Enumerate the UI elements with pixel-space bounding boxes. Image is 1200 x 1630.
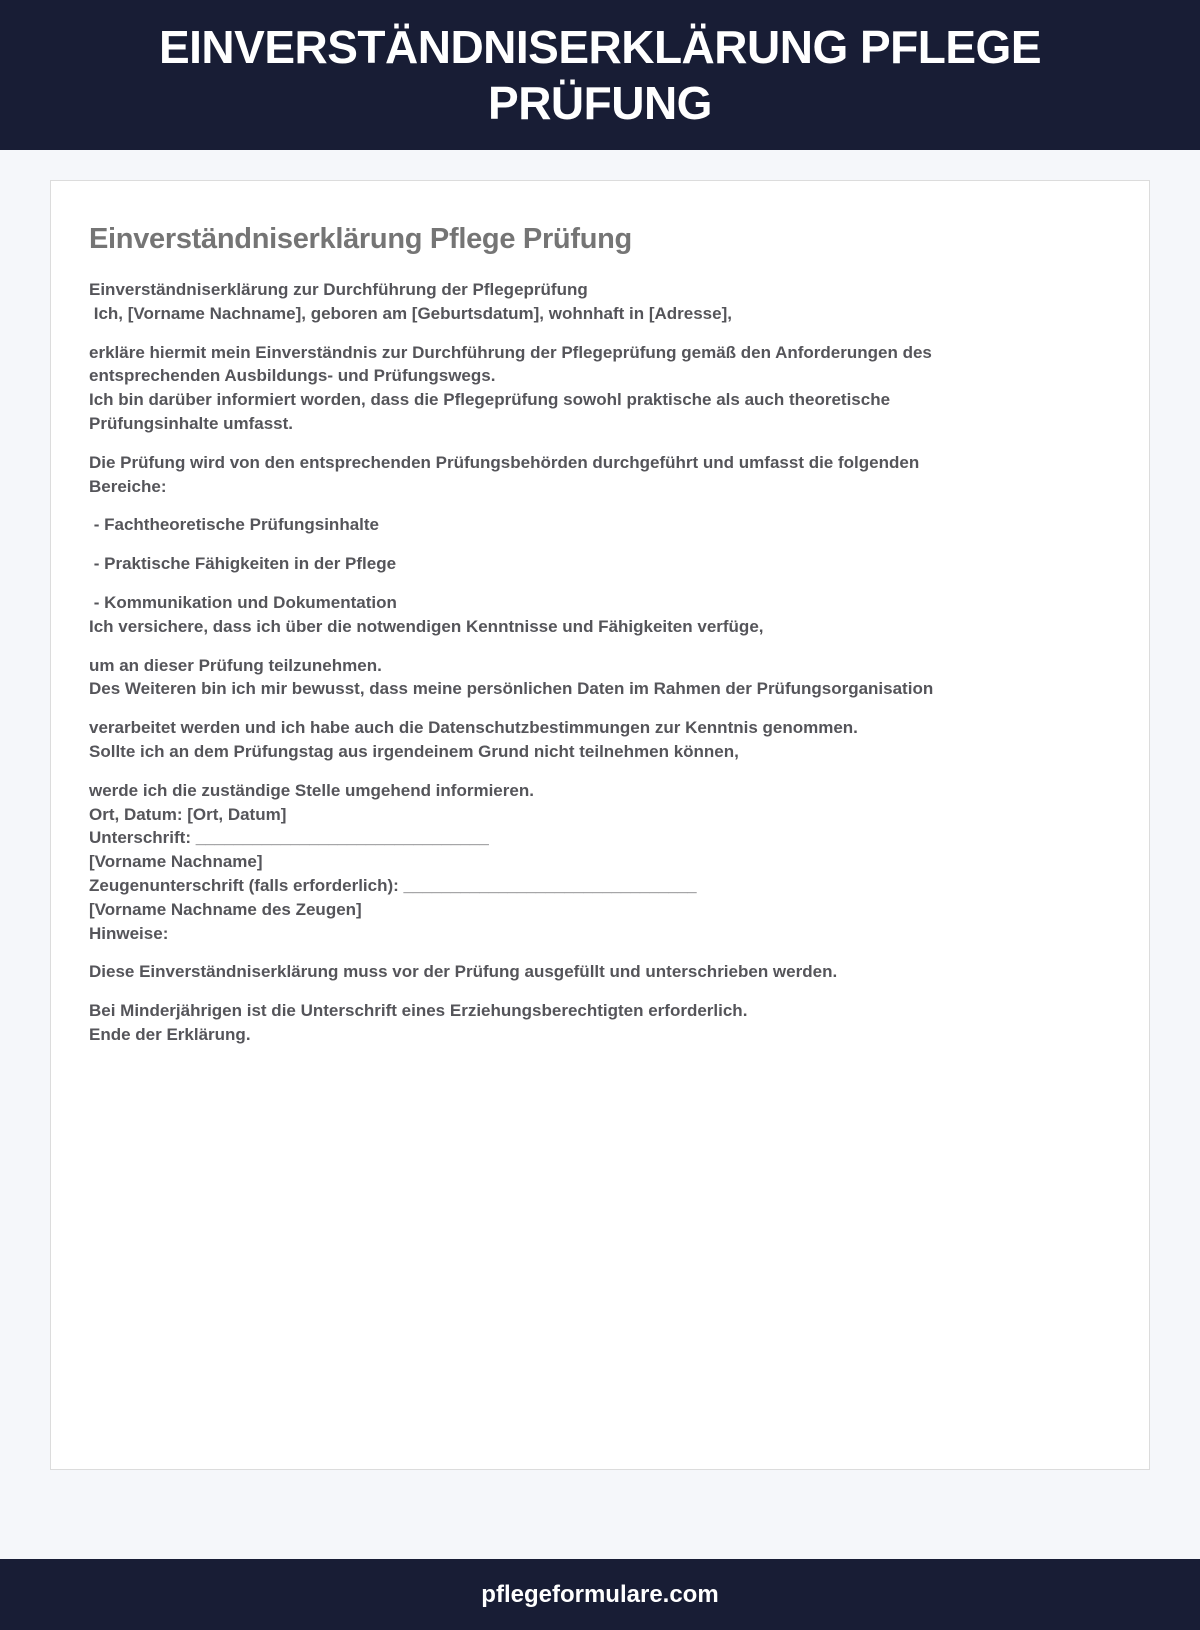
text-line: entsprechenden Ausbildungs- und Prüfungswegs.: [89, 366, 496, 386]
list-item-practice: [89, 552, 1111, 576]
text-line: werde ich die zuständige Stelle umgehend informieren.: [89, 780, 534, 800]
text-line: erkläre hiermit mein Einverständnis zur Durchführung der Pflegeprüfung gemäß den Anforderungen des: [89, 342, 932, 362]
paragraph-intro: [89, 278, 1111, 326]
document-card: [50, 180, 1150, 1470]
page-header-banner: [0, 0, 1200, 150]
text-line: Bei Minderjährigen ist die Unterschrift eines Erziehungsberechtigten erforderlich.: [89, 1001, 748, 1021]
list-item-theory: [89, 513, 1111, 537]
signer-name-placeholder: [Vorname Nachname]: [89, 852, 263, 872]
text-line: - Kommunikation und Dokumentation: [89, 592, 397, 612]
notes-label: Hinweise:: [89, 923, 169, 943]
paragraph-privacy: [89, 716, 1111, 764]
text-line: Einverständniserklärung zur Durchführung der Pflegeprüfung: [89, 280, 588, 299]
page-title: EINVERSTÄNDNISERKLÄRUNG PFLEGE PRÜFUNG: [158, 20, 1042, 129]
text-line: - Fachtheoretische Prüfungsinhalte: [89, 515, 379, 535]
paragraph-signature-block: [89, 779, 1111, 946]
paragraph-declaration: [89, 341, 1111, 436]
page-footer-banner: [0, 1559, 1200, 1630]
text-line: Des Weiteren bin ich mir bewusst, dass meine persönlichen Daten im Rahmen der Prüfungsorganisation: [89, 679, 934, 699]
witness-name-placeholder: [Vorname Nachname des Zeugen]: [89, 899, 362, 919]
text-line: Die Prüfung wird von den entsprechenden Prüfungsbehörden durchgeführt und umfasst die folgenden: [89, 452, 920, 472]
place-date-line: Ort, Datum: [Ort, Datum]: [89, 804, 287, 824]
paragraph-areas-intro: [89, 451, 1111, 499]
text-line: Ich versichere, dass ich über die notwendigen Kenntnisse und Fähigkeiten verfüge,: [89, 616, 764, 636]
text-line: verarbeitet werden und ich habe auch die Datenschutzbestimmungen zur Kenntnis genommen.: [89, 718, 858, 738]
text-line: Prüfungsinhalte umfasst.: [89, 413, 294, 433]
paragraph-note-minors: [89, 999, 1111, 1047]
document-title: Einverständniserklärung Pflege Prüfung: [89, 223, 632, 255]
text-line: Diese Einverständniserklärung muss vor der Prüfung ausgefüllt und unterschrieben werden.: [89, 962, 838, 982]
text-line: Bereiche:: [89, 476, 167, 496]
text-line: Ende der Erklärung.: [89, 1024, 251, 1044]
witness-signature-line: Zeugenunterschrift (falls erforderlich): _______________________________: [89, 875, 697, 895]
text-line: Ich bin darüber informiert worden, dass die Pflegeprüfung sowohl praktische als auch theoretische: [89, 390, 891, 410]
paragraph-participation: [89, 654, 1111, 702]
paragraph-note-fill: [89, 960, 1111, 984]
text-line: - Praktische Fähigkeiten in der Pflege: [89, 554, 397, 574]
page-main: [0, 180, 1200, 1559]
text-line: um an dieser Prüfung teilzunehmen.: [89, 655, 382, 675]
footer-site-name: pflegeformulare.com: [481, 1580, 719, 1608]
text-line: Ich, [Vorname Nachname], geboren am [Geburtsdatum], wohnhaft in [Adresse],: [89, 303, 732, 323]
list-item-communication: [89, 591, 1111, 639]
signature-line: Unterschrift: _______________________________: [89, 828, 489, 848]
text-line: Sollte ich an dem Prüfungstag aus irgendeinem Grund nicht teilnehmen können,: [89, 741, 739, 761]
